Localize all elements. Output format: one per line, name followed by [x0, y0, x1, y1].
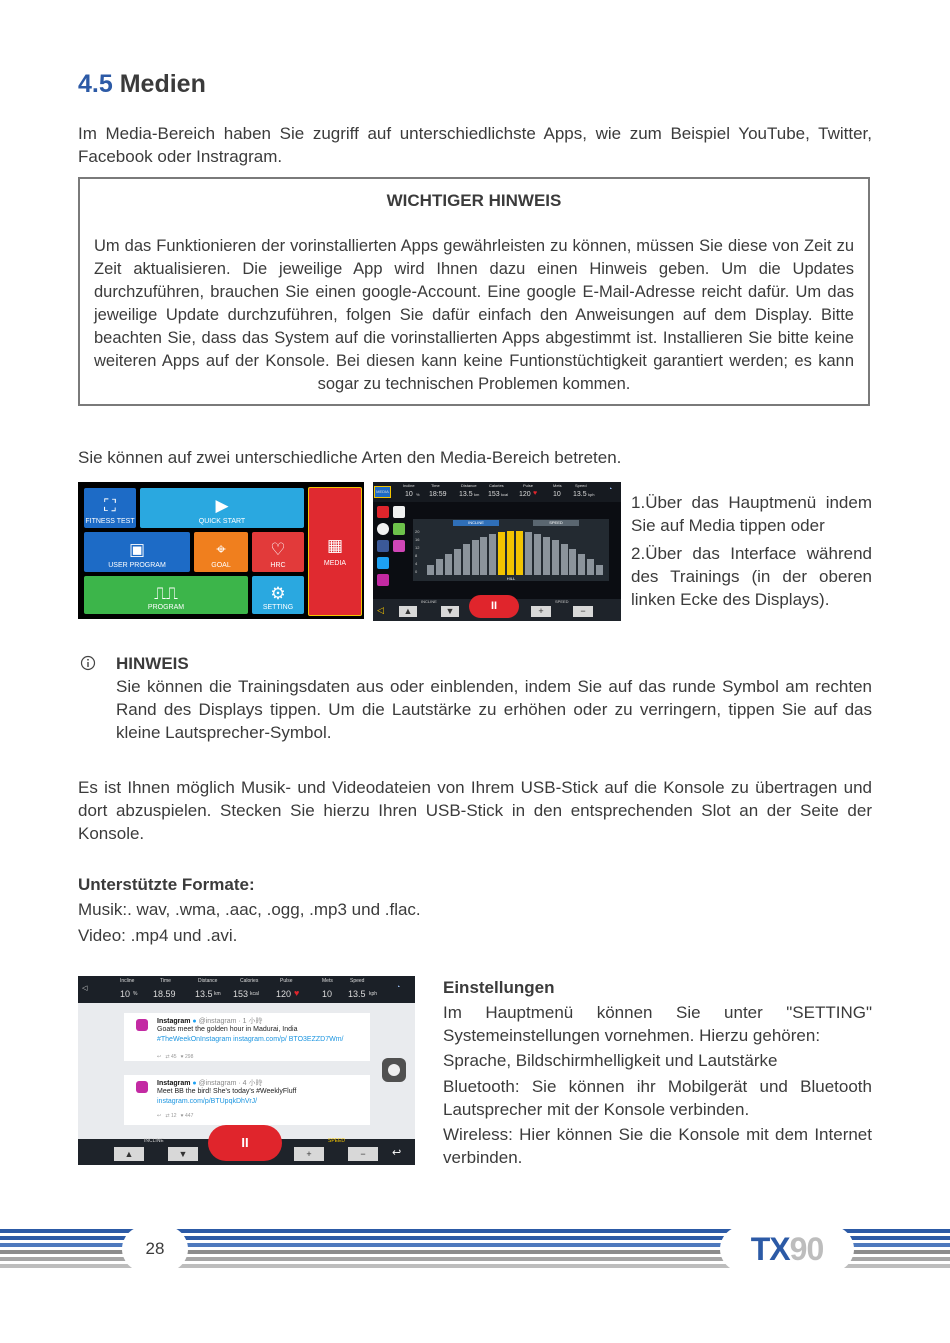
music-icon[interactable] — [393, 523, 405, 535]
stat-unit: kph — [369, 991, 378, 997]
like-count: 447 — [185, 1113, 194, 1119]
chart-tab-incline[interactable]: INCLINE — [453, 520, 499, 526]
training-control-bar — [373, 599, 621, 621]
tile-user-program[interactable] — [84, 532, 190, 572]
stat-unit: kph — [588, 492, 595, 497]
stat-label: Speed — [350, 978, 365, 984]
profile-bar — [445, 554, 452, 575]
wifi-icon: ◔ — [396, 984, 401, 991]
brand-tx: TX — [750, 1231, 790, 1267]
twitter-icon[interactable] — [377, 557, 389, 569]
y-tick: 4 — [415, 561, 418, 566]
photos-icon[interactable] — [393, 540, 405, 552]
chart-tab-speed[interactable]: SPEED — [533, 520, 579, 526]
formats-music: Musik:. wav, .wma, .aac, .ogg, .mp3 und .flac. — [78, 900, 421, 919]
chrome-icon[interactable] — [377, 523, 389, 535]
feed-post[interactable] — [124, 1075, 370, 1125]
tile-label: PROGRAM — [147, 604, 185, 611]
profile-bar — [525, 532, 532, 575]
tile-hrc[interactable] — [252, 532, 304, 572]
stat-label: Calories — [489, 483, 504, 488]
profile-bar — [534, 534, 541, 575]
main-menu-screenshot — [78, 482, 364, 619]
important-notice-box — [78, 177, 870, 406]
wifi-icon: ◔ — [608, 486, 613, 493]
program-wave-icon: ⎍⎍ — [154, 584, 178, 603]
stat-label: Incline — [403, 483, 415, 488]
stat-label: Pulse — [523, 483, 534, 488]
speaker-icon[interactable]: ◁ — [82, 985, 88, 992]
tile-label: MEDIA — [323, 560, 347, 567]
tile-program[interactable] — [84, 576, 248, 614]
stat-unit: % — [416, 492, 420, 497]
stat-label: Mets — [322, 978, 333, 984]
post-author: Instagram — [157, 1018, 191, 1025]
tile-label: USER PROGRAM — [108, 562, 166, 569]
post-link[interactable]: #TheWeekOnInstagram instagram.com/p/ BTO3EZZD7Wm/ — [157, 1036, 344, 1043]
post-actions: ↩ ⇄ 45 ♥ 298 — [157, 1054, 194, 1060]
stat-unit: % — [133, 991, 138, 997]
profile-bars — [427, 529, 605, 575]
stat-label: Distance — [461, 483, 477, 488]
stat-unit: km — [214, 991, 221, 997]
user-icon: ▣ — [128, 540, 146, 559]
incline-down-button[interactable]: ▼ — [168, 1147, 198, 1161]
stat-label: Speed — [575, 483, 587, 488]
stat-label: Mets — [553, 483, 562, 488]
program-name: HILL — [506, 576, 516, 581]
profile-bar — [489, 534, 496, 575]
location-icon: ⌖ — [216, 540, 226, 559]
stat-label: Time — [160, 978, 171, 984]
settings-item-language: Sprache, Bildschirmhelligkeit und Lautstärke — [443, 1051, 778, 1070]
instagram-icon[interactable] — [377, 574, 389, 586]
grid-icon: ▦ — [326, 536, 344, 555]
speaker-icon[interactable]: ◁ — [377, 605, 384, 615]
profile-bar — [569, 549, 576, 575]
way-1 — [631, 491, 872, 537]
stat-unit: km — [474, 492, 480, 497]
post-author: Instagram — [157, 1080, 191, 1087]
stat-value: 153 — [488, 491, 500, 498]
heart-pulse-icon: ♡ — [270, 540, 286, 559]
tile-label: GOAL — [211, 562, 231, 569]
stat-value: 10 — [553, 491, 561, 498]
way-text: Über das Hauptmenü indem Sie auf Media tippen oder — [631, 493, 872, 535]
profile-bar — [516, 531, 523, 575]
post-actions: ↩ ⇄ 12 ♥ 447 — [157, 1113, 194, 1119]
note-title: HINWEIS — [116, 654, 189, 673]
speed-plus-button[interactable]: + — [531, 606, 551, 617]
toggle-data-button[interactable] — [382, 1058, 406, 1082]
stat-label: Calories — [240, 978, 259, 984]
speed-minus-button[interactable]: − — [348, 1147, 378, 1161]
section-heading — [78, 70, 206, 99]
profile-bar — [454, 549, 461, 575]
stat-value: 120 — [276, 989, 292, 999]
verified-icon: ● — [192, 1080, 197, 1087]
way-text: Über das Interface während des Trainings (in der oberen linken Ecke des Displays). — [631, 544, 872, 609]
way-2 — [631, 542, 872, 611]
stat-value: 13.5 — [459, 491, 473, 498]
section-title: Medien — [119, 70, 206, 98]
page-number: 28 — [145, 1239, 165, 1258]
heart-icon: ♥ — [533, 490, 538, 497]
profile-bar — [552, 540, 559, 575]
app-content-area — [78, 1003, 415, 1139]
post-text: Meet BB the bird! She's today's #WeeklyFluff — [157, 1088, 297, 1095]
y-tick: 12 — [415, 545, 420, 550]
note-body: Sie können die Trainingsdaten aus oder einblenden, indem Sie auf das runde Symbol am rechten Rand des Displays tippen. Um die Lautstärke zu erhöhen oder zu verringern, tippen Sie auf das kleine Lautsprecher-Symbol. — [116, 677, 872, 742]
profile-bar — [427, 565, 434, 575]
stat-value: 18:59 — [429, 491, 447, 498]
stat-value: 153 — [233, 989, 249, 999]
tile-label: HRC — [270, 562, 286, 569]
profile-bar — [578, 554, 585, 575]
post-handle: @instagram · 4 小時 — [198, 1080, 263, 1087]
profile-bar — [480, 537, 487, 575]
profile-bar — [596, 565, 603, 575]
incline-label: INCLINE — [144, 1138, 164, 1144]
profile-bar — [561, 544, 568, 575]
retweet-count: 45 — [170, 1054, 177, 1060]
y-tick: 20 — [415, 529, 420, 534]
stat-value: 10 — [120, 989, 131, 999]
media-button[interactable]: MEDIA — [374, 486, 391, 498]
play-icon: ▶ — [215, 496, 229, 515]
pause-button[interactable]: II — [469, 595, 519, 618]
feed-post[interactable] — [124, 1013, 370, 1061]
app-icon[interactable] — [393, 506, 405, 518]
incline-up-button[interactable]: ▲ — [399, 606, 417, 617]
formats-title: Unterstützte Formate: — [78, 875, 255, 894]
brand-pill — [720, 1226, 854, 1272]
intro-paragraph: Im Media-Bereich haben Sie zugriff auf unterschiedlichste Apps, wie zum Beispiel YouTube, Twitter, Facebook oder Instragram. — [78, 124, 872, 166]
chart-y-axis — [415, 528, 423, 576]
speed-label: SPEED — [328, 1138, 345, 1144]
profile-bar — [436, 559, 443, 575]
info-icon — [80, 655, 96, 671]
pause-button[interactable]: II — [208, 1125, 282, 1161]
y-tick: 0 — [415, 569, 418, 574]
y-tick: 8 — [415, 553, 418, 558]
speed-minus-button[interactable]: − — [573, 606, 593, 617]
profile-bar — [543, 537, 550, 575]
stat-value: 18.59 — [153, 989, 176, 999]
verified-icon: ● — [192, 1018, 197, 1025]
media-app-screenshot — [78, 976, 415, 1165]
notice-body: Um das Funktionieren der vorinstallierten Apps gewährleisten zu können, müssen Sie diese von Zeit zu Zeit aktualisieren. Die jeweilige App wird Ihnen dazu einen Hinweis geben. Um die Updates durchzuführen, brauchen Sie einen google-Account. Eine google E-Mail-Adresse reicht dafür. Um das jeweilige Update durchzuführen, folgen Sie dafür einfach den Anweisungen auf dem Display. Bitte beachten Sie, dass das System auf die vorinstallierten Apps abgestimmt ist. Installieren Sie bitte keine weiteren Apps auf der Konsole. Bei diesen kann keine Funtionstüchtigkeit garantiert werden; es kann sogar zu technischen Problemen kommen. — [94, 237, 854, 393]
post-handle: @instagram · 1 小時 — [198, 1018, 263, 1025]
post-link[interactable]: instagram.com/p/BTUpqkDhVrJ/ — [157, 1098, 258, 1105]
page-number-pill — [122, 1226, 188, 1272]
tile-label: SETTING — [262, 604, 294, 611]
settings-item-bluetooth: Bluetooth: Sie können ihr Mobilgerät und Bluetooth Lautsprecher mit der Konsole verbinden. — [443, 1077, 872, 1119]
section-number: 4.5 — [78, 70, 113, 98]
usb-paragraph: Es ist Ihnen möglich Musik- und Videodateien von Ihrem USB-Stick auf die Konsole zu übertragen und dort abzuspielen. Stecken Sie hierzu Ihren USB-Stick in den entsprechenden Slot an der Seite der Konsole. — [78, 778, 872, 843]
program-chart — [413, 519, 609, 581]
app-stats-bar — [78, 976, 415, 1003]
stat-value: 120 — [519, 491, 531, 498]
settings-item-wireless: Wireless: Hier können Sie die Konsole mit dem Internet verbinden. — [443, 1125, 872, 1167]
footer — [0, 1226, 950, 1272]
settings-title: Einstellungen — [443, 978, 555, 997]
stat-unit: kcal — [250, 991, 259, 997]
stat-value: 13.5 — [348, 989, 366, 999]
incline-label: INCLINE — [421, 599, 437, 604]
formats-video: Video: .mp4 und .avi. — [78, 926, 238, 945]
stat-value: 13.5 — [195, 989, 213, 999]
stat-label: Time — [431, 483, 440, 488]
profile-bar — [498, 532, 505, 575]
tile-goal[interactable] — [194, 532, 248, 572]
profile-bar — [463, 544, 470, 575]
speed-plus-button[interactable]: + — [294, 1147, 324, 1161]
tile-quick-start[interactable] — [140, 488, 304, 528]
incline-down-button[interactable]: ▼ — [441, 606, 459, 617]
profile-bar — [507, 531, 514, 575]
way-number: 2. — [631, 544, 646, 563]
circle-icon — [388, 1064, 400, 1076]
notice-title: WICHTIGER HINWEIS — [386, 191, 562, 210]
gear-icon: ⚙ — [270, 584, 286, 603]
heart-icon: ♥ — [294, 988, 300, 998]
tile-setting[interactable] — [252, 576, 304, 614]
facebook-icon[interactable] — [377, 540, 389, 552]
retweet-count: 12 — [170, 1113, 177, 1119]
back-button[interactable]: ↩ — [392, 1147, 402, 1159]
stat-value: 10 — [322, 989, 333, 999]
way-number: 1. — [631, 493, 646, 512]
training-stats-bar — [373, 482, 621, 502]
instagram-avatar-icon — [136, 1019, 148, 1031]
tile-label: QUICK START — [198, 518, 246, 525]
speed-label: SPEED — [555, 599, 569, 604]
tile-label: FITNESS TEST — [85, 518, 135, 525]
post-text: Goats meet the golden hour in Madurai, India — [157, 1026, 298, 1033]
y-tick: 16 — [415, 537, 420, 542]
brand-logo — [720, 1231, 854, 1268]
training-screenshot — [373, 482, 621, 621]
like-count: 298 — [185, 1054, 194, 1060]
tile-media[interactable] — [308, 487, 362, 616]
profile-bar — [472, 540, 479, 575]
incline-up-button[interactable]: ▲ — [114, 1147, 144, 1161]
stairs-icon: ⛶ — [104, 496, 116, 515]
stat-label: Incline — [120, 978, 135, 984]
stat-unit: kcal — [501, 492, 509, 497]
stat-value: 10 — [405, 491, 413, 498]
stat-label: Distance — [198, 978, 218, 984]
ways-intro: Sie können auf zwei unterschiedliche Arten den Media-Bereich betreten. — [78, 448, 622, 467]
tile-fitness-test[interactable] — [84, 488, 136, 528]
brand-90: 90 — [789, 1231, 824, 1267]
instagram-avatar-icon — [136, 1081, 148, 1093]
youtube-icon[interactable] — [377, 506, 389, 518]
app-control-bar — [78, 1135, 415, 1165]
profile-bar — [587, 559, 594, 575]
stat-label: Pulse — [280, 978, 293, 984]
settings-intro: Im Hauptmenü können Sie unter "SETTING" Systemeinstellungen vornehmen. Hierzu gehören: — [443, 1003, 872, 1045]
stat-value: 13.5 — [573, 491, 587, 498]
